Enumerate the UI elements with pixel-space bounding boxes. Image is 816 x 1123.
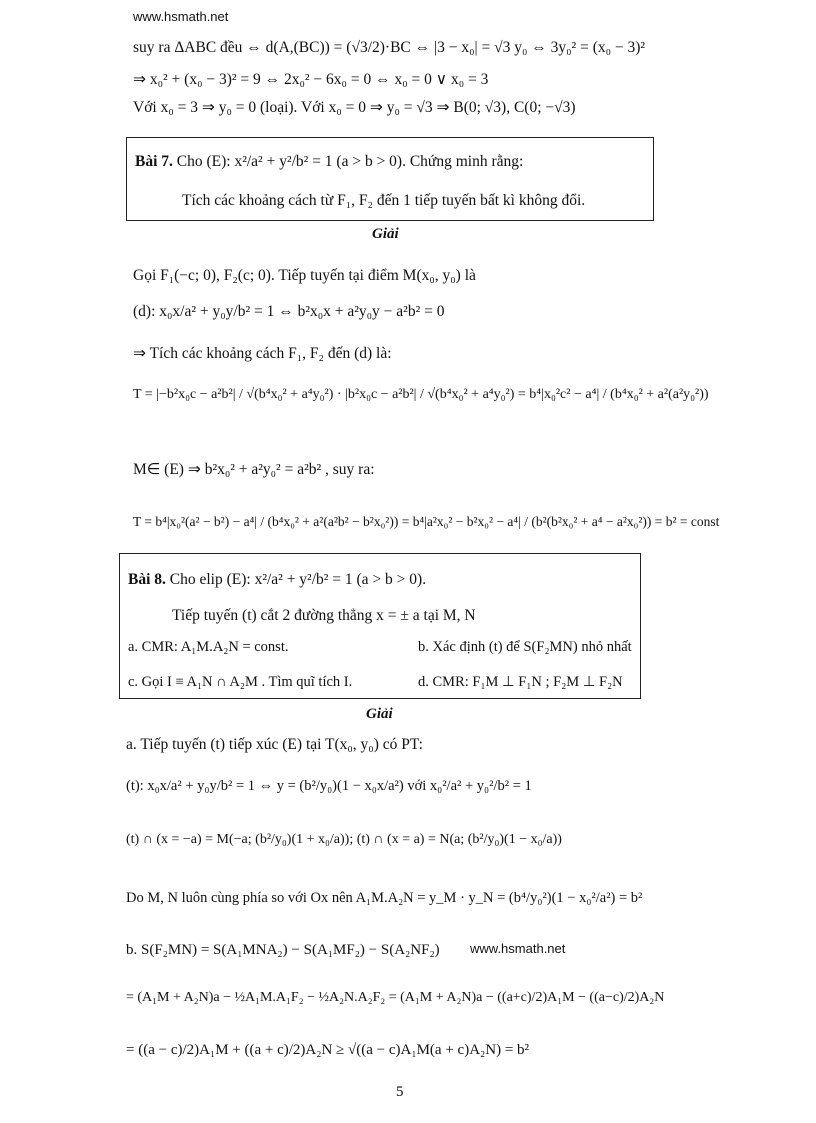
site-header: www.hsmath.net: [133, 9, 229, 24]
sol7-line-6: T = b⁴|x₀²(a² − b²) − a⁴| / (b⁴x₀² + a²(a²b² − b²x₀²)) = b⁴|a²x₀² − b²x₀² − a⁴| / (b²(b²x₀² + a⁴ − a²x₀²)) = b² = const: [133, 514, 720, 529]
top-line-3: Với x₀ = 3 ⇒ y₀ = 0 (loại). Với x₀ = 0 ⇒ y₀ = √3 ⇒ B(0; √3), C(0; −√3): [133, 99, 576, 116]
giai-heading-1: Giải: [372, 226, 399, 242]
bai8-stmt2: Tiếp tuyến (t) cắt 2 đường thẳng x = ± a tại M, N: [172, 607, 476, 624]
sol8-line-4: Do M, N luôn cùng phía so với Ox nên A₁M.A₂N = y_M · y_N = (b⁴/y₀²)(1 − x₀²/a²) = b²: [126, 890, 643, 906]
page-number: 5: [396, 1084, 404, 1100]
sol7-line-4: T = |−b²x₀c − a²b²| / √(b⁴x₀² + a⁴y₀²) · |b²x₀c − a²b²| / √(b⁴x₀² + a⁴y₀²) = b⁴|x₀²c² − a⁴| / (b⁴x₀² + a²(a²y₀²)): [133, 387, 709, 402]
sol8-line-3: (t) ∩ (x = −a) = M(−a; (b²/y₀)(1 + x₀/a)); (t) ∩ (x = a) = N(a; (b²/y₀)(1 − x₀/a)): [126, 832, 562, 847]
bai7-box: [126, 137, 654, 221]
sol7-line-1: Gọi F₁(−c; 0), F₂(c; 0). Tiếp tuyến tại điểm M(x₀, y₀) là: [133, 267, 476, 284]
sol8-line-6: = (A₁M + A₂N)a − ½A₁M.A₁F₂ − ½A₂N.A₂F₂ = (A₁M + A₂N)a − ((a+c)/2)A₁M − ((a−c)/2)A₂N: [126, 990, 665, 1005]
bai8-stmt: Cho elip (E): x²/a² + y²/b² = 1 (a > b > 0).: [169, 571, 427, 588]
sol8-line-5: b. S(F₂MN) = S(A₁MNA₂) − S(A₁MF₂) − S(A₂NF₂): [126, 942, 440, 958]
bai7-stmt2: Tích các khoảng cách từ F₁, F₂ đến 1 tiếp tuyến bất kì không đổi.: [182, 192, 586, 209]
sol7-line-5: M∈ (E) ⇒ b²x₀² + a²y₀² = a²b² , suy ra:: [133, 461, 375, 478]
bai7-title: Bài 7.: [135, 153, 173, 170]
bai8-part-d: d. CMR: F₁M ⊥ F₁N ; F₂M ⊥ F₂N: [418, 674, 623, 690]
sol8-line-1: a. Tiếp tuyến (t) tiếp xúc (E) tại T(x₀, y₀) có PT:: [126, 736, 423, 753]
bai7-stmt: Cho (E): x²/a² + y²/b² = 1 (a > b > 0). Chứng minh rằng:: [176, 153, 524, 170]
sol7-line-2: (d): x₀x/a² + y₀y/b² = 1 ⇔ b²x₀x + a²y₀y − a²b² = 0: [133, 303, 445, 320]
top-line-1: suy ra ΔABC đều ⇔ d(A,(BC)) = (√3/2)·BC ⇔ |3 − x₀| = √3 y₀ ⇔ 3y₀² = (x₀ − 3)²: [133, 39, 646, 56]
sol7-line-3: ⇒ Tích các khoảng cách F₁, F₂ đến (d) là:: [133, 345, 392, 362]
bai8-part-c: c. Gọi I ≡ A₁N ∩ A₂M . Tìm quĩ tích I.: [128, 674, 353, 690]
bai8-box: [119, 553, 641, 699]
giai-heading-2: Giải: [366, 706, 393, 722]
sol8-line-7: = ((a − c)/2)A₁M + ((a + c)/2)A₂N ≥ √((a − c)A₁M(a + c)A₂N) = b²: [126, 1042, 530, 1058]
sol8-line-2: (t): x₀x/a² + y₀y/b² = 1 ⇔ y = (b²/y₀)(1 − x₀x/a²) với x₀²/a² + y₀²/b² = 1: [126, 778, 532, 794]
bai8-part-a: a. CMR: A₁M.A₂N = const.: [128, 639, 289, 655]
bai8-statement: [128, 570, 426, 590]
inline-site-label: www.hsmath.net: [470, 941, 566, 956]
bai8-title: Bài 8.: [128, 571, 166, 588]
top-line-2: ⇒ x₀² + (x₀ − 3)² = 9 ⇔ 2x₀² − 6x₀ = 0 ⇔ x₀ = 0 ∨ x₀ = 3: [133, 71, 489, 88]
bai7-statement: [135, 152, 523, 172]
bai8-part-b: b. Xác định (t) để S(F₂MN) nhỏ nhất: [418, 639, 632, 655]
